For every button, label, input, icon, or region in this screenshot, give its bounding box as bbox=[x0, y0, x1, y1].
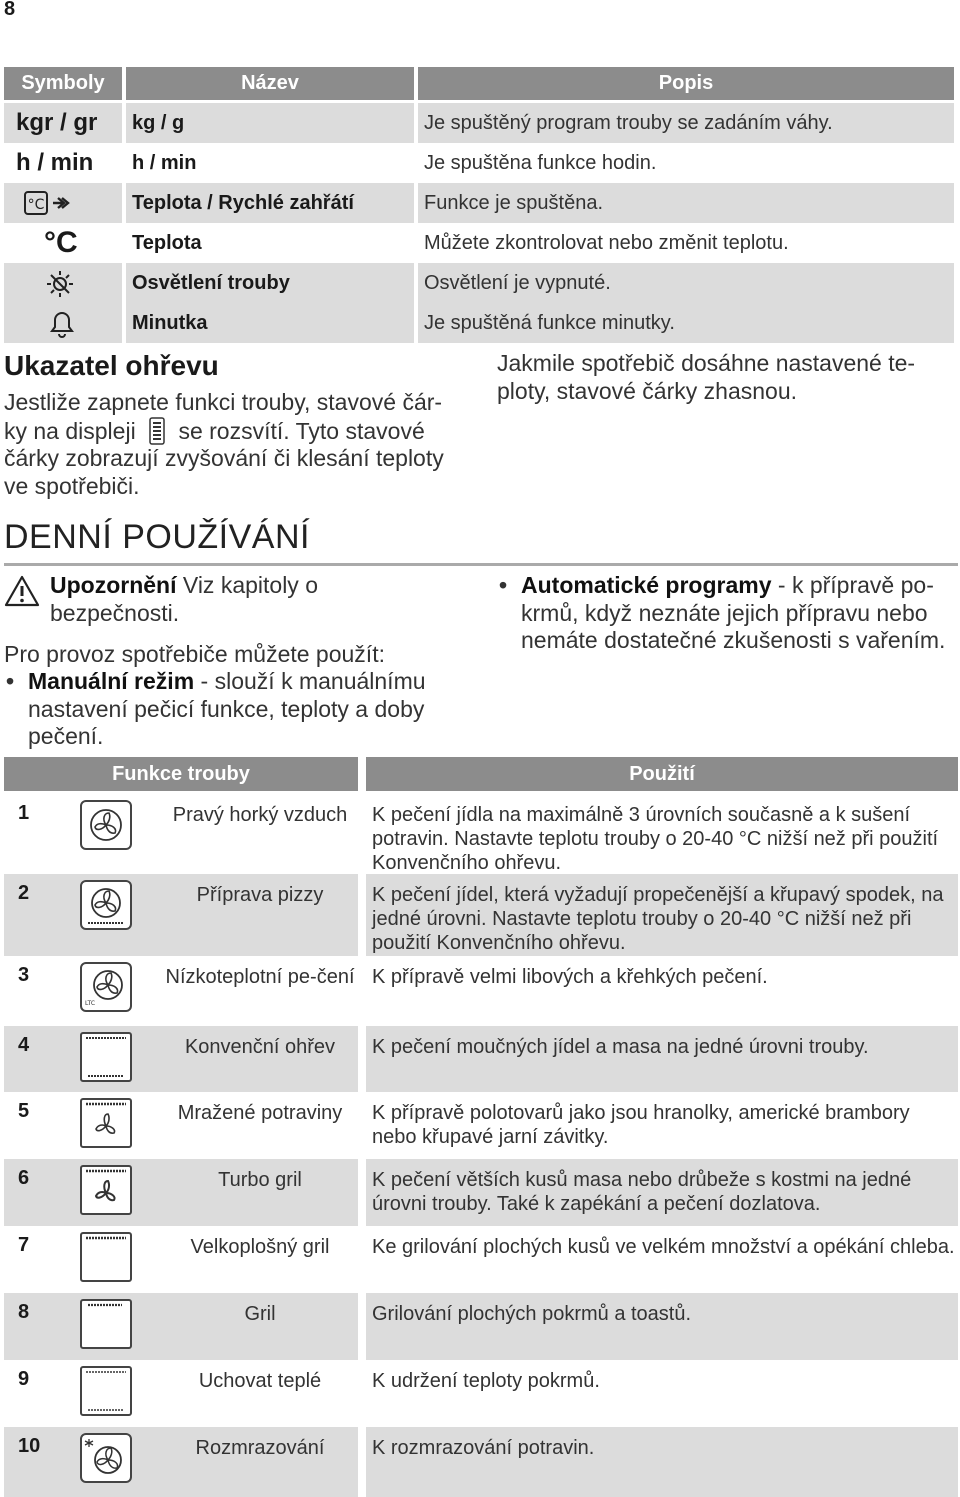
symbol-name: kg / g bbox=[126, 103, 414, 143]
pizza-setting-icon bbox=[80, 880, 132, 930]
conventional-heat-icon bbox=[80, 1032, 132, 1082]
symbol-row bbox=[4, 143, 958, 183]
daily-use-intro: Pro provoz spotřebiče můžete použít: bbox=[4, 641, 385, 667]
heat-text-part2: se rozsvítí. Tyto stavové čárky zobrazují zvyšování či klesání teploty ve spotřebiči. bbox=[4, 417, 444, 499]
thermometer-fast-heat-icon bbox=[16, 189, 80, 217]
manual-mode-text: - slouží k manuálnímu nastavení pečicí funkce, teploty a doby pečení. bbox=[28, 668, 426, 749]
function-number: 2 bbox=[4, 874, 50, 956]
symbols-table bbox=[4, 67, 958, 343]
function-number: 7 bbox=[18, 1234, 30, 1256]
header-description: Popis bbox=[418, 67, 954, 100]
symbol-desc: Je spuštěný program trouby se zadáním váhy. bbox=[418, 103, 954, 143]
function-number: 5 bbox=[18, 1100, 30, 1122]
function-name: Konvenční ohřev bbox=[162, 1026, 358, 1092]
oven-functions-table bbox=[4, 757, 958, 1497]
function-row bbox=[4, 1026, 958, 1092]
h-min-symbol: h / min bbox=[16, 149, 94, 176]
symbol-desc: Můžete zkontrolovat nebo změnit teplotu. bbox=[424, 231, 789, 254]
function-row bbox=[4, 1293, 958, 1360]
function-row bbox=[4, 956, 958, 1026]
function-usage: K přípravě velmi libových a křehkých pečení. bbox=[372, 966, 768, 988]
function-usage: Grilování plochých pokrmů a toastů. bbox=[366, 1293, 958, 1360]
celsius-symbol: °C bbox=[44, 226, 78, 259]
auto-programs-text: - k přípravě po-krmů, když neznáte jejich přípravu nebo nemáte dostatečné zkušenosti s vařením. bbox=[521, 572, 946, 653]
bullet-manual-mode: • Manuální režim - slouží k manuálnímu nastavení pečicí funkce, teploty a doby pečení. bbox=[6, 668, 426, 749]
warning-icon bbox=[4, 574, 40, 608]
function-number: 9 bbox=[18, 1368, 30, 1390]
header-name: Název bbox=[126, 67, 414, 100]
warning-text bbox=[50, 572, 350, 627]
heat-bars-icon bbox=[146, 417, 168, 445]
function-usage: K pečení jídel, která vyžadují propečenější a křupavý spodek, na jedné úrovni. Nastavte teplotu trouby o 20-40 °C nižší než při použití Konvenčního ohřevu. bbox=[366, 874, 958, 956]
defrost-icon bbox=[80, 1433, 132, 1483]
heat-indicator-right-text: Jakmile spotřebič dosáhne nastavené te-ploty, stavové čárky zhasnou. bbox=[497, 350, 916, 404]
symbol-name: Teplota / Rychlé zahřátí bbox=[126, 183, 414, 223]
function-number: 6 bbox=[4, 1159, 50, 1226]
turbo-grill-icon bbox=[80, 1165, 132, 1215]
function-name: Nízkoteplotní pe-čení bbox=[165, 966, 355, 988]
true-fan-icon bbox=[80, 800, 132, 850]
function-row bbox=[4, 1092, 958, 1159]
function-usage: Ke grilování plochých kusů ve velkém množství a opékání chleba. bbox=[372, 1236, 955, 1258]
function-name: Uchovat teplé bbox=[198, 1370, 322, 1392]
manual-mode-label: Manuální režim bbox=[28, 668, 195, 694]
function-number: 10 bbox=[4, 1427, 50, 1497]
heat-text-part1: Jestliže zapnete funkci trouby, stavové čár-ky na displeji bbox=[4, 389, 443, 444]
warning-label: Upozornění bbox=[50, 572, 177, 598]
function-name: Příprava pizzy bbox=[162, 874, 358, 956]
symbol-row bbox=[4, 103, 958, 143]
symbol-desc: Je spuštěná funkce minutky. bbox=[418, 303, 954, 343]
function-usage: K rozmrazování potravin. bbox=[366, 1427, 958, 1497]
function-row bbox=[4, 1226, 958, 1293]
function-usage: K pečení jídla na maximálně 3 úrovních současně a k sušení potravin. Nastavte teplotu trouby o 20-40 °C nižší než při použití Konvenčního ohřevu. bbox=[372, 804, 939, 874]
ltc-label: LTC bbox=[85, 1000, 96, 1007]
oven-light-off-icon bbox=[44, 268, 108, 298]
function-name: Turbo gril bbox=[162, 1159, 358, 1226]
function-row bbox=[4, 874, 958, 956]
auto-programs-label: Automatické programy bbox=[521, 572, 772, 598]
header-symbols: Symboly bbox=[4, 67, 122, 100]
symbol-name: Osvětlení trouby bbox=[126, 263, 414, 303]
function-number: 4 bbox=[4, 1026, 50, 1092]
header-usage: Použití bbox=[366, 757, 958, 791]
function-usage: K pečení větších kusů masa nebo drůbeže s kostmi na jedné úrovni trouby. Také k zapékání a pečení dozlatova. bbox=[366, 1159, 958, 1226]
heat-indicator-text bbox=[4, 389, 454, 500]
symbol-name: Minutka bbox=[126, 303, 414, 343]
symbol-desc: Funkce je spuštěna. bbox=[418, 183, 954, 223]
grill-icon bbox=[80, 1299, 132, 1349]
function-name: Rozmrazování bbox=[162, 1427, 358, 1497]
bullet-auto-programs: • Automatické programy - k přípravě po-krmů, když neznáte jejich přípravu nebo nemáte dostatečné zkušenosti s vařením. bbox=[499, 572, 946, 653]
function-row bbox=[4, 1360, 958, 1427]
daily-use-title: DENNÍ POUŽÍVÁNÍ bbox=[4, 518, 310, 556]
keep-warm-icon bbox=[80, 1366, 132, 1416]
symbol-name: h / min bbox=[132, 151, 197, 174]
header-oven-function: Funkce trouby bbox=[4, 757, 358, 791]
function-usage: K udržení teploty pokrmů. bbox=[372, 1370, 600, 1392]
function-usage: K přípravě polotovarů jako jsou hranolky, americké brambory nebo křupavé jarní závitky. bbox=[372, 1102, 910, 1148]
svg-text:°C: °C bbox=[27, 197, 45, 213]
function-name: Mražené potraviny bbox=[177, 1102, 343, 1124]
function-number: 1 bbox=[18, 802, 30, 824]
symbol-desc: Osvětlení je vypnuté. bbox=[418, 263, 954, 303]
function-row bbox=[4, 1159, 958, 1226]
symbol-row bbox=[4, 303, 958, 343]
function-name: Pravý horký vzduch bbox=[172, 804, 348, 826]
function-usage: K pečení moučných jídel a masa na jedné úrovni trouby. bbox=[366, 1026, 958, 1092]
function-row bbox=[4, 794, 958, 874]
function-number: 3 bbox=[18, 964, 30, 986]
symbol-row bbox=[4, 263, 958, 303]
low-temperature-cooking-icon bbox=[80, 962, 132, 1012]
fast-grill-icon bbox=[80, 1232, 132, 1282]
function-number: 8 bbox=[4, 1293, 50, 1360]
heat-indicator-title: Ukazatel ohřevu bbox=[4, 350, 219, 381]
function-name: Gril bbox=[162, 1293, 358, 1360]
warning-body: Viz kapitoly o bezpečnosti. bbox=[50, 572, 318, 626]
page-number: 8 bbox=[4, 0, 16, 20]
symbol-desc: Je spuštěna funkce hodin. bbox=[424, 151, 657, 174]
symbol-row bbox=[4, 223, 958, 263]
section-divider bbox=[4, 563, 958, 566]
function-row bbox=[4, 1427, 958, 1497]
symbol-name: Teplota bbox=[132, 231, 202, 254]
function-name: Velkoplošný gril bbox=[190, 1236, 330, 1258]
frozen-foods-icon bbox=[80, 1098, 132, 1148]
bell-icon bbox=[46, 308, 110, 338]
kg-symbol: kgr / gr bbox=[16, 109, 98, 136]
symbol-row bbox=[4, 183, 958, 223]
